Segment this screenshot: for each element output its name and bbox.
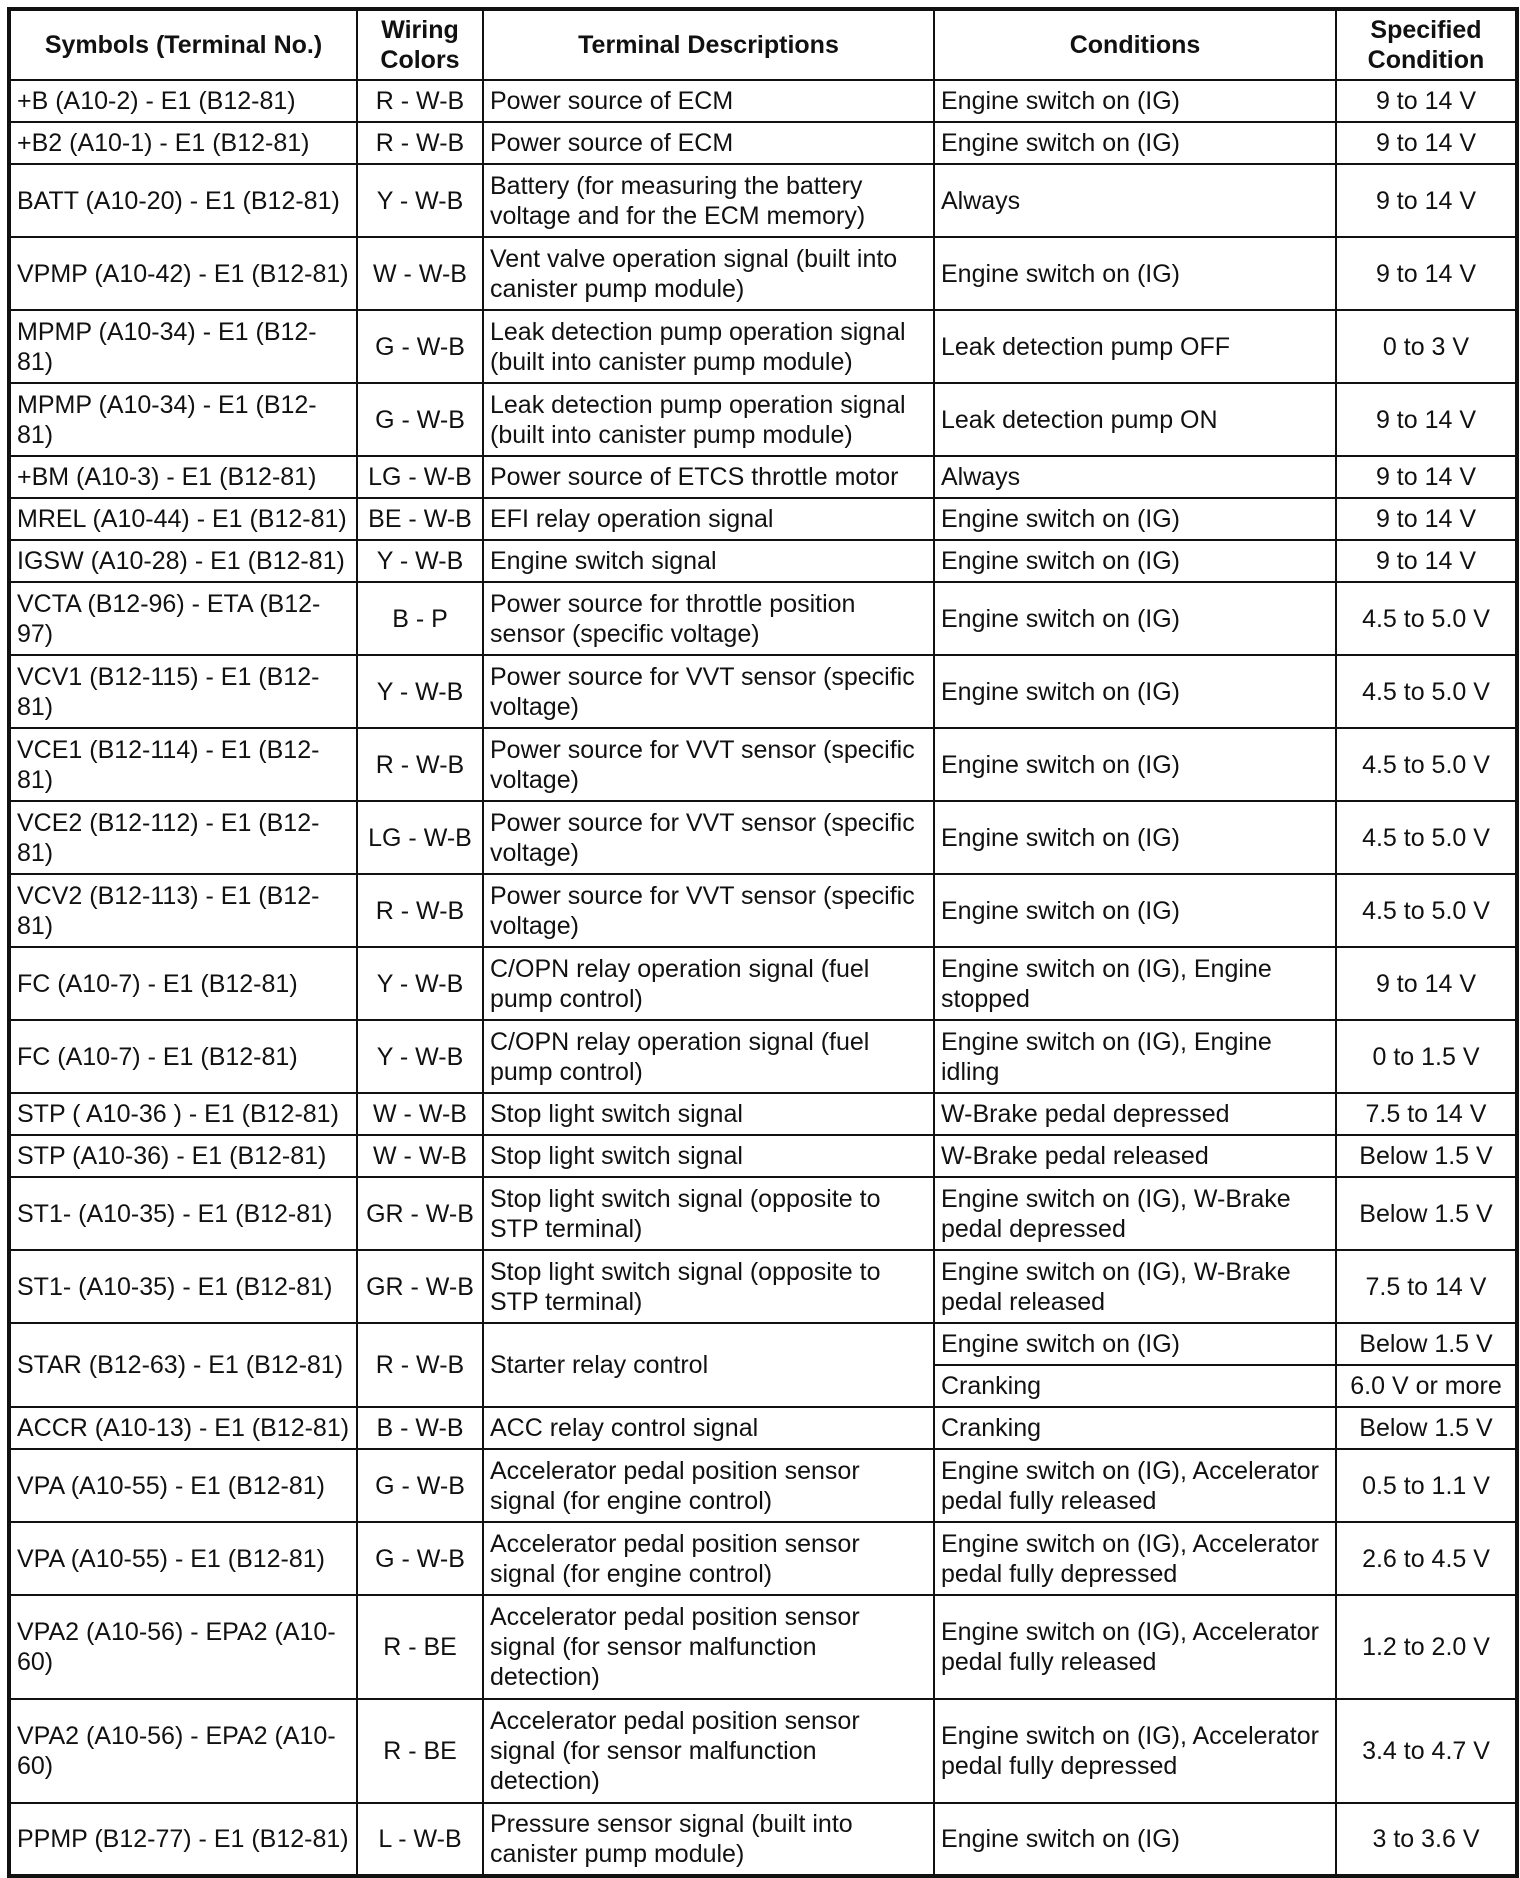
wiring-color-cell: R - BE <box>357 1699 483 1803</box>
symbol-cell: MPMP (A10-34) - E1 (B12-81) <box>9 383 357 456</box>
table-row <box>9 310 1517 383</box>
wiring-color-cell: Y - W-B <box>357 164 483 237</box>
spec-cell: 4.5 to 5.0 V <box>1336 874 1517 947</box>
description-cell: Battery (for measuring the battery voltage and for the ECM memory) <box>483 164 934 237</box>
wiring-color-cell: G - W-B <box>357 383 483 456</box>
symbol-cell: VCE2 (B12-112) - E1 (B12-81) <box>9 801 357 874</box>
condition-cell: Engine switch on (IG) <box>934 1323 1336 1365</box>
wiring-color-cell: G - W-B <box>357 1522 483 1595</box>
description-cell: Accelerator pedal position sensor signal (for sensor malfunction detection) <box>483 1595 934 1699</box>
description-cell: Stop light switch signal (opposite to STP terminal) <box>483 1177 934 1250</box>
symbol-cell: +B (A10-2) - E1 (B12-81) <box>9 80 357 122</box>
wiring-color-cell: G - W-B <box>357 310 483 383</box>
description-cell: Accelerator pedal position sensor signal (for sensor malfunction detection) <box>483 1699 934 1803</box>
condition-cell: Cranking <box>934 1365 1336 1407</box>
table-row <box>9 728 1517 801</box>
wiring-color-cell: GR - W-B <box>357 1250 483 1323</box>
symbol-cell: VPMP (A10-42) - E1 (B12-81) <box>9 237 357 310</box>
description-cell: Power source for VVT sensor (specific voltage) <box>483 801 934 874</box>
description-cell: Power source of ETCS throttle motor <box>483 456 934 498</box>
description-cell: Power source of ECM <box>483 80 934 122</box>
table-row <box>9 1250 1517 1323</box>
condition-cell: W-Brake pedal released <box>934 1135 1336 1177</box>
description-cell: ACC relay control signal <box>483 1407 934 1449</box>
spec-cell: Below 1.5 V <box>1336 1407 1517 1449</box>
wiring-color-cell: BE - W-B <box>357 498 483 540</box>
spec-cell: 4.5 to 5.0 V <box>1336 728 1517 801</box>
table-row <box>9 237 1517 310</box>
wiring-color-cell: R - W-B <box>357 80 483 122</box>
spec-cell: 0 to 1.5 V <box>1336 1020 1517 1093</box>
condition-cell: Engine switch on (IG) <box>934 728 1336 801</box>
wiring-color-cell: W - W-B <box>357 237 483 310</box>
spec-cell: 9 to 14 V <box>1336 456 1517 498</box>
symbol-cell: ST1- (A10-35) - E1 (B12-81) <box>9 1177 357 1250</box>
spec-cell: 9 to 14 V <box>1336 164 1517 237</box>
condition-cell: Engine switch on (IG), Accelerator pedal fully released <box>934 1595 1336 1699</box>
description-cell: Starter relay control <box>483 1323 934 1407</box>
condition-cell: Leak detection pump OFF <box>934 310 1336 383</box>
symbol-cell: VCV1 (B12-115) - E1 (B12-81) <box>9 655 357 728</box>
description-cell: Stop light switch signal <box>483 1135 934 1177</box>
wiring-color-cell: LG - W-B <box>357 801 483 874</box>
wiring-color-cell: Y - W-B <box>357 540 483 582</box>
table-row <box>9 80 1517 122</box>
spec-cell: 0.5 to 1.1 V <box>1336 1449 1517 1522</box>
condition-cell: Cranking <box>934 1407 1336 1449</box>
description-cell: Pressure sensor signal (built into canister pump module) <box>483 1803 934 1876</box>
table-row <box>9 1323 1517 1365</box>
table-row <box>9 1449 1517 1522</box>
condition-cell: W-Brake pedal depressed <box>934 1093 1336 1135</box>
table-row <box>9 164 1517 237</box>
wiring-color-cell: Y - W-B <box>357 947 483 1020</box>
symbol-cell: STP (A10-36) - E1 (B12-81) <box>9 1135 357 1177</box>
spec-cell: 3 to 3.6 V <box>1336 1803 1517 1876</box>
description-cell: Power source for VVT sensor (specific voltage) <box>483 655 934 728</box>
symbol-cell: VPA2 (A10-56) - EPA2 (A10-60) <box>9 1699 357 1803</box>
spec-cell: 9 to 14 V <box>1336 80 1517 122</box>
wiring-color-cell: R - W-B <box>357 1323 483 1407</box>
spec-cell: 4.5 to 5.0 V <box>1336 655 1517 728</box>
spec-cell: 3.4 to 4.7 V <box>1336 1699 1517 1803</box>
spec-cell: 4.5 to 5.0 V <box>1336 582 1517 655</box>
symbol-cell: MREL (A10-44) - E1 (B12-81) <box>9 498 357 540</box>
wiring-color-cell: R - W-B <box>357 874 483 947</box>
condition-cell: Engine switch on (IG) <box>934 498 1336 540</box>
symbol-cell: STAR (B12-63) - E1 (B12-81) <box>9 1323 357 1407</box>
description-cell: Power source for throttle position sensor (specific voltage) <box>483 582 934 655</box>
table-row <box>9 1020 1517 1093</box>
description-cell: EFI relay operation signal <box>483 498 934 540</box>
symbol-cell: FC (A10-7) - E1 (B12-81) <box>9 947 357 1020</box>
terminal-table <box>7 7 1519 1878</box>
condition-cell: Engine switch on (IG), Accelerator pedal fully depressed <box>934 1522 1336 1595</box>
condition-cell: Engine switch on (IG) <box>934 874 1336 947</box>
symbol-cell: VPA (A10-55) - E1 (B12-81) <box>9 1449 357 1522</box>
table-body <box>9 80 1517 1876</box>
spec-cell: 9 to 14 V <box>1336 498 1517 540</box>
description-cell: Stop light switch signal (opposite to STP terminal) <box>483 1250 934 1323</box>
wiring-color-cell: R - W-B <box>357 728 483 801</box>
symbol-cell: VCTA (B12-96) - ETA (B12-97) <box>9 582 357 655</box>
condition-cell: Engine switch on (IG) <box>934 80 1336 122</box>
table-row <box>9 1595 1517 1699</box>
spec-cell: 9 to 14 V <box>1336 237 1517 310</box>
condition-cell: Engine switch on (IG) <box>934 237 1336 310</box>
spec-cell: Below 1.5 V <box>1336 1323 1517 1365</box>
description-cell: Leak detection pump operation signal (built into canister pump module) <box>483 310 934 383</box>
condition-cell: Always <box>934 456 1336 498</box>
symbol-cell: ACCR (A10-13) - E1 (B12-81) <box>9 1407 357 1449</box>
condition-cell: Engine switch on (IG), W-Brake pedal released <box>934 1250 1336 1323</box>
spec-cell: 9 to 14 V <box>1336 947 1517 1020</box>
header-terminal-descriptions: Terminal Descriptions <box>483 9 934 80</box>
table-row <box>9 1177 1517 1250</box>
spec-cell: 0 to 3 V <box>1336 310 1517 383</box>
symbol-cell: VPA (A10-55) - E1 (B12-81) <box>9 1522 357 1595</box>
symbol-cell: +BM (A10-3) - E1 (B12-81) <box>9 456 357 498</box>
table-row <box>9 1407 1517 1449</box>
wiring-color-cell: R - W-B <box>357 122 483 164</box>
condition-cell: Engine switch on (IG), W-Brake pedal depressed <box>934 1177 1336 1250</box>
condition-cell: Always <box>934 164 1336 237</box>
symbol-cell: +B2 (A10-1) - E1 (B12-81) <box>9 122 357 164</box>
symbol-cell: BATT (A10-20) - E1 (B12-81) <box>9 164 357 237</box>
wiring-color-cell: L - W-B <box>357 1803 483 1876</box>
table-row <box>9 498 1517 540</box>
condition-cell: Engine switch on (IG), Accelerator pedal fully released <box>934 1449 1336 1522</box>
wiring-color-cell: B - W-B <box>357 1407 483 1449</box>
condition-cell: Engine switch on (IG), Accelerator pedal fully depressed <box>934 1699 1336 1803</box>
description-cell: Leak detection pump operation signal (built into canister pump module) <box>483 383 934 456</box>
condition-cell: Engine switch on (IG), Engine idling <box>934 1020 1336 1093</box>
spec-cell: 6.0 V or more <box>1336 1365 1517 1407</box>
description-cell: C/OPN relay operation signal (fuel pump control) <box>483 1020 934 1093</box>
description-cell: Accelerator pedal position sensor signal (for engine control) <box>483 1449 934 1522</box>
condition-cell: Leak detection pump ON <box>934 383 1336 456</box>
spec-cell: 9 to 14 V <box>1336 122 1517 164</box>
condition-cell: Engine switch on (IG) <box>934 582 1336 655</box>
symbol-cell: PPMP (B12-77) - E1 (B12-81) <box>9 1803 357 1876</box>
spec-cell: 9 to 14 V <box>1336 383 1517 456</box>
table-row <box>9 582 1517 655</box>
table-row <box>9 874 1517 947</box>
table-row <box>9 947 1517 1020</box>
table-row <box>9 122 1517 164</box>
spec-cell: 1.2 to 2.0 V <box>1336 1595 1517 1699</box>
table-row <box>9 456 1517 498</box>
spec-cell: 2.6 to 4.5 V <box>1336 1522 1517 1595</box>
condition-cell: Engine switch on (IG) <box>934 1803 1336 1876</box>
header-symbols: Symbols (Terminal No.) <box>9 9 357 80</box>
symbol-cell: VPA2 (A10-56) - EPA2 (A10-60) <box>9 1595 357 1699</box>
condition-cell: Engine switch on (IG), Engine stopped <box>934 947 1336 1020</box>
condition-cell: Engine switch on (IG) <box>934 122 1336 164</box>
table-row <box>9 1093 1517 1135</box>
wiring-color-cell: LG - W-B <box>357 456 483 498</box>
spec-cell: 7.5 to 14 V <box>1336 1250 1517 1323</box>
table-row <box>9 655 1517 728</box>
description-cell: Stop light switch signal <box>483 1093 934 1135</box>
table-row <box>9 801 1517 874</box>
description-cell: Power source for VVT sensor (specific voltage) <box>483 874 934 947</box>
table-row <box>9 1803 1517 1876</box>
wiring-color-cell: G - W-B <box>357 1449 483 1522</box>
description-cell: Vent valve operation signal (built into canister pump module) <box>483 237 934 310</box>
table-row <box>9 1699 1517 1803</box>
wiring-color-cell: W - W-B <box>357 1135 483 1177</box>
wiring-color-cell: B - P <box>357 582 483 655</box>
symbol-cell: VCV2 (B12-113) - E1 (B12-81) <box>9 874 357 947</box>
symbol-cell: STP ( A10-36 ) - E1 (B12-81) <box>9 1093 357 1135</box>
wiring-color-cell: GR - W-B <box>357 1177 483 1250</box>
spec-cell: Below 1.5 V <box>1336 1135 1517 1177</box>
wiring-color-cell: Y - W-B <box>357 655 483 728</box>
condition-cell: Engine switch on (IG) <box>934 801 1336 874</box>
table-row <box>9 1135 1517 1177</box>
header-wiring-colors: Wiring Colors <box>357 9 483 80</box>
spec-cell: Below 1.5 V <box>1336 1177 1517 1250</box>
table-row <box>9 383 1517 456</box>
spec-cell: 4.5 to 5.0 V <box>1336 801 1517 874</box>
description-cell: Accelerator pedal position sensor signal (for engine control) <box>483 1522 934 1595</box>
symbol-cell: VCE1 (B12-114) - E1 (B12-81) <box>9 728 357 801</box>
table-row <box>9 1522 1517 1595</box>
header-conditions: Conditions <box>934 9 1336 80</box>
symbol-cell: MPMP (A10-34) - E1 (B12-81) <box>9 310 357 383</box>
symbol-cell: IGSW (A10-28) - E1 (B12-81) <box>9 540 357 582</box>
header-row <box>9 9 1517 80</box>
description-cell: Power source of ECM <box>483 122 934 164</box>
condition-cell: Engine switch on (IG) <box>934 540 1336 582</box>
wiring-color-cell: Y - W-B <box>357 1020 483 1093</box>
header-specified-condition: Specified Condition <box>1336 9 1517 80</box>
symbol-cell: ST1- (A10-35) - E1 (B12-81) <box>9 1250 357 1323</box>
description-cell: Power source for VVT sensor (specific voltage) <box>483 728 934 801</box>
spec-cell: 7.5 to 14 V <box>1336 1093 1517 1135</box>
description-cell: C/OPN relay operation signal (fuel pump control) <box>483 947 934 1020</box>
wiring-color-cell: W - W-B <box>357 1093 483 1135</box>
description-cell: Engine switch signal <box>483 540 934 582</box>
condition-cell: Engine switch on (IG) <box>934 655 1336 728</box>
symbol-cell: FC (A10-7) - E1 (B12-81) <box>9 1020 357 1093</box>
wiring-color-cell: R - BE <box>357 1595 483 1699</box>
spec-cell: 9 to 14 V <box>1336 540 1517 582</box>
table-row <box>9 540 1517 582</box>
